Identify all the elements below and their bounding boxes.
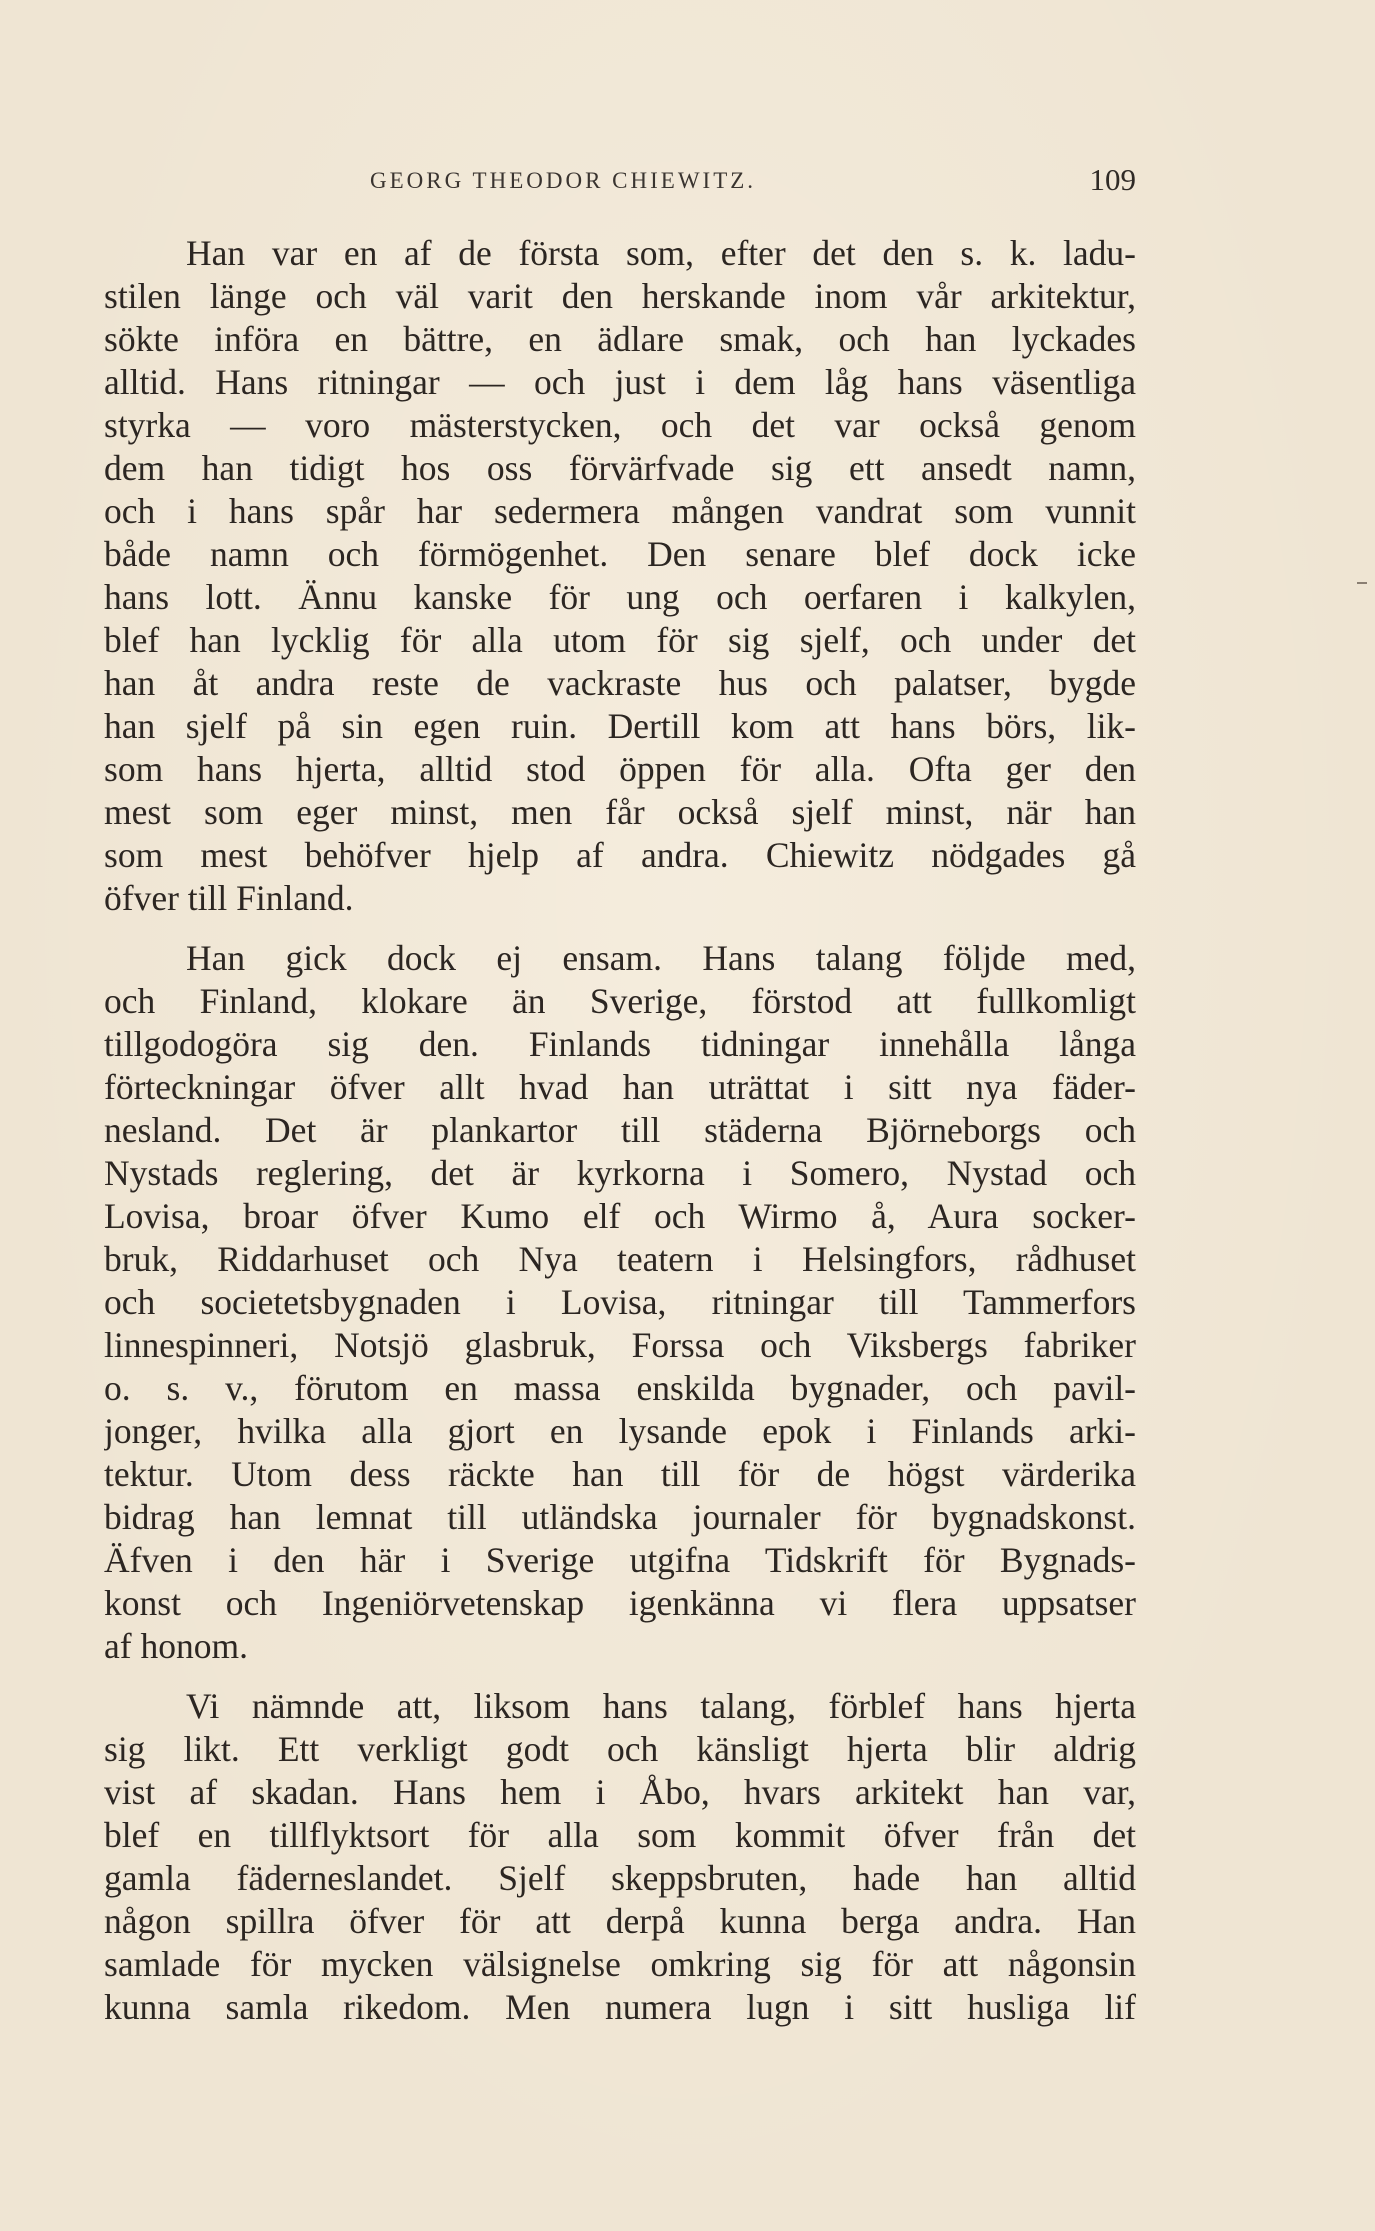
text-line: Vi nämnde att, liksom hans talang, förblef hans hjerta [186, 1686, 1136, 1726]
text-line: kunna samla rikedom. Men numera lugn i sitt husliga lif [104, 1987, 1136, 2027]
text-line: både namn och förmögenhet. Den senare blef dock icke [104, 534, 1136, 574]
running-title: GEORG THEODOR CHIEWITZ. [370, 168, 757, 193]
text-line: öfver till Finland. [104, 878, 354, 918]
text-line: hans lott. Ännu kanske för ung och oerfaren i kalkylen, [104, 577, 1136, 617]
margin-mark [1357, 582, 1367, 584]
text-line: styrka — voro mästerstycken, och det var också genom [104, 405, 1136, 445]
text-line: Nystads reglering, det är kyrkorna i Somero, Nystad och [104, 1153, 1136, 1193]
text-body [104, 232, 1136, 2029]
text-line: tillgodogöra sig den. Finlands tidningar innehålla långa [104, 1024, 1136, 1064]
paragraph-gap [104, 1668, 1136, 1685]
text-line: jonger, hvilka alla gjort en lysande epok i Finlands arki- [104, 1411, 1136, 1451]
text-line: bruk, Riddarhuset och Nya teatern i Helsingfors, rådhuset [104, 1239, 1136, 1279]
text-line: och societetsbygnaden i Lovisa, ritningar till Tammerfors [104, 1282, 1136, 1322]
text-line: som mest behöfver hjelp af andra. Chiewitz nödgades gå [104, 835, 1136, 875]
running-head [106, 162, 1136, 208]
page-number: 109 [1089, 162, 1136, 197]
text-line: linnespinneri, Notsjö glasbruk, Forssa och Viksbergs fabriker [104, 1325, 1136, 1365]
text-line: alltid. Hans ritningar — och just i dem låg hans väsentliga [104, 362, 1136, 402]
text-line: af honom. [104, 1626, 248, 1666]
text-line: sökte införa en bättre, en ädlare smak, och han lyckades [104, 319, 1136, 359]
text-line: Han gick dock ej ensam. Hans talang följde med, [186, 938, 1136, 978]
text-line: Han var en af de första som, efter det den s. k. ladu- [186, 233, 1136, 273]
paragraph-3 [104, 1685, 1136, 2029]
text-line: gamla fäderneslandet. Sjelf skeppsbruten, hade han alltid [104, 1858, 1136, 1898]
text-line: någon spillra öfver för att derpå kunna berga andra. Han [104, 1901, 1136, 1941]
text-line: mest som eger minst, men får också sjelf minst, när han [104, 792, 1136, 832]
paragraph-gap [104, 920, 1136, 937]
text-line: han åt andra reste de vackraste hus och palatser, bygde [104, 663, 1136, 703]
text-line: Lovisa, broar öfver Kumo elf och Wirmo å, Aura socker- [104, 1196, 1136, 1236]
text-line: vist af skadan. Hans hem i Åbo, hvars arkitekt han var, [104, 1772, 1136, 1812]
text-line: blef han lycklig för alla utom för sig sjelf, och under det [104, 620, 1136, 660]
text-line: nesland. Det är plankartor till städerna Björneborgs och [104, 1110, 1136, 1150]
text-line: och Finland, klokare än Sverige, förstod att fullkomligt [104, 981, 1136, 1021]
text-line: stilen länge och väl varit den herskande inom vår arkitektur, [104, 276, 1136, 316]
text-line: blef en tillflyktsort för alla som kommit öfver från det [104, 1815, 1136, 1855]
paragraph-2 [104, 937, 1136, 1668]
text-line: konst och Ingeniörvetenskap igenkänna vi flera uppsatser [104, 1583, 1136, 1623]
text-line: samlade för mycken välsignelse omkring sig för att någonsin [104, 1944, 1136, 1984]
text-line: och i hans spår har sedermera mången vandrat som vunnit [104, 491, 1136, 531]
text-line: förteckningar öfver allt hvad han uträttat i sitt nya fäder- [104, 1067, 1136, 1107]
text-line: sig likt. Ett verkligt godt och känsligt hjerta blir aldrig [104, 1729, 1136, 1769]
paragraph-1 [104, 232, 1136, 920]
text-line: tektur. Utom dess räckte han till för de högst värderika [104, 1454, 1136, 1494]
text-line: Äfven i den här i Sverige utgifna Tidskrift för Bygnads- [104, 1540, 1136, 1580]
text-line: som hans hjerta, alltid stod öppen för alla. Ofta ger den [104, 749, 1136, 789]
text-line: o. s. v., förutom en massa enskilda bygnader, och pavil- [104, 1368, 1136, 1408]
text-line: dem han tidigt hos oss förvärfvade sig ett ansedt namn, [104, 448, 1136, 488]
text-line: han sjelf på sin egen ruin. Dertill kom att hans börs, lik- [104, 706, 1136, 746]
text-line: bidrag han lemnat till utländska journaler för bygnadskonst. [104, 1497, 1136, 1537]
